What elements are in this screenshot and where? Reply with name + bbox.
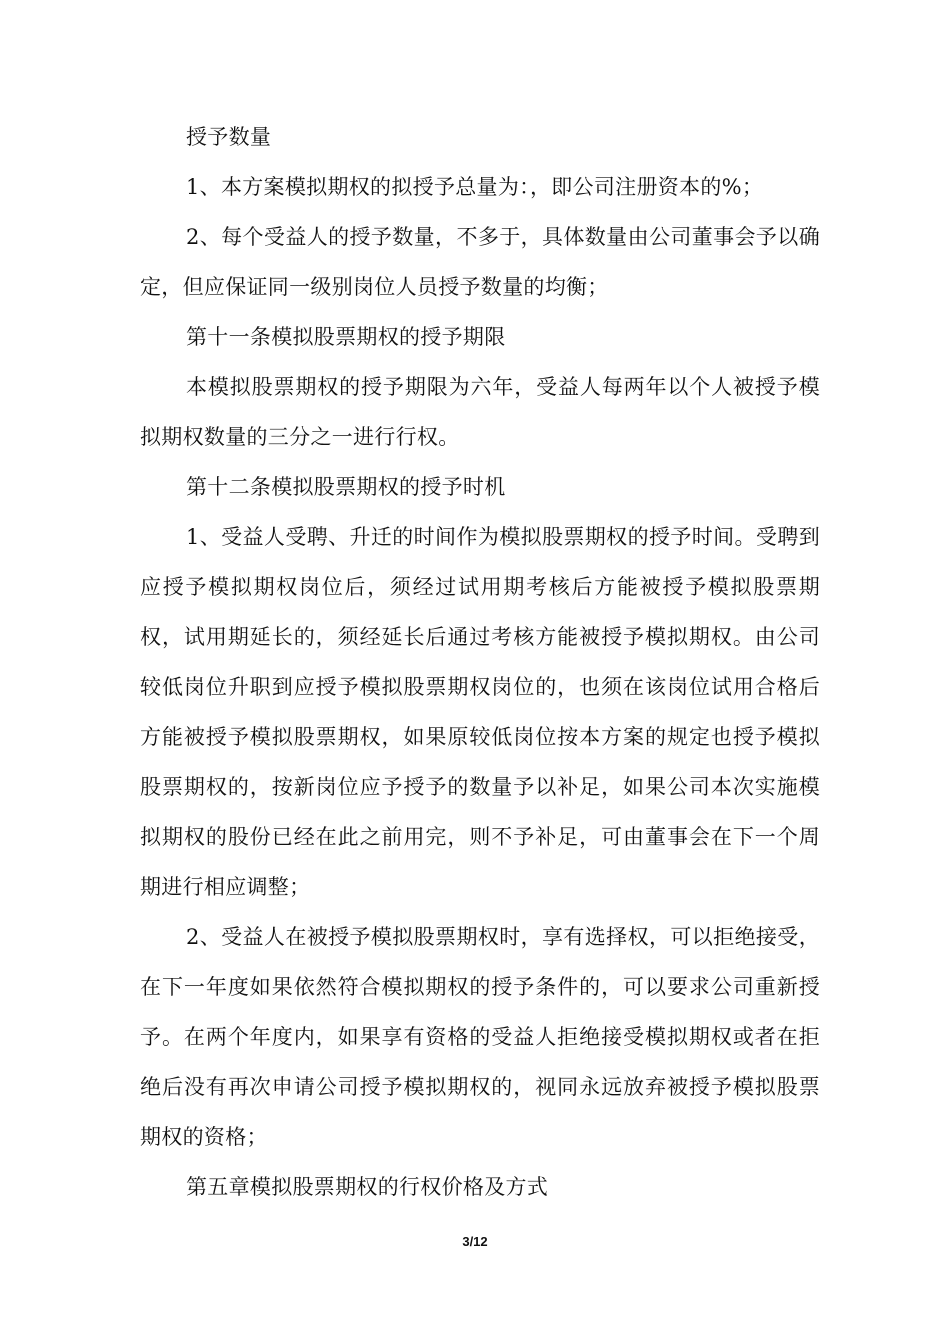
paragraph-grant-timing-2: 2、受益人在被授予模拟股票期权时，享有选择权，可以拒绝接受，在下一年度如果依然符合模拟期权的授予条件的，可以要求公司重新授予。在两个年度内，如果享有资格的受益人拒绝接受模拟期权或者在拒绝后没有再次申请公司授予模拟期权的，视同永远放弃被授予模拟股票期权的资格； (140, 925, 820, 1149)
section-heading-grant-quantity: 授予数量 (186, 125, 272, 149)
paragraph-total-grant: 1、本方案模拟期权的拟授予总量为：，即公司注册资本的%； (186, 175, 764, 199)
paragraph-grant-timing-1: 1、受益人受聘、升迁的时间作为模拟股票期权的授予时间。受聘到应授予模拟期权岗位后，须经过试用期考核后方能被授予模拟股票期权，试用期延长的，须经延长后通过考核方能被授予模拟期权。由公司较低岗位升职到应授予模拟股票期权岗位的，也须在该岗位试用合格后方能被授予模拟股票期权，如果原较低岗位按本方案的规定也授予模拟股票期权的，按新岗位应予授予的数量予以补足，如果公司本次实施模拟期权的股份已经在此之前用完，则不予补足，可由董事会在下一个周期进行相应调整； (140, 525, 820, 899)
article-heading-11: 第十一条模拟股票期权的授予期限 (186, 325, 506, 349)
paragraph-grant-period: 本模拟股票期权的授予期限为六年，受益人每两年以个人被授予模拟期权数量的三分之一进行行权。 (140, 375, 820, 449)
page-number: 3/12 (462, 1234, 488, 1249)
document-body (140, 112, 820, 1212)
chapter-heading-5: 第五章模拟股票期权的行权价格及方式 (186, 1175, 549, 1199)
article-heading-12: 第十二条模拟股票期权的授予时机 (186, 475, 506, 499)
paragraph-individual-grant: 2、每个受益人的授予数量，不多于，具体数量由公司董事会予以确定，但应保证同一级别岗位人员授予数量的均衡； (140, 225, 820, 299)
